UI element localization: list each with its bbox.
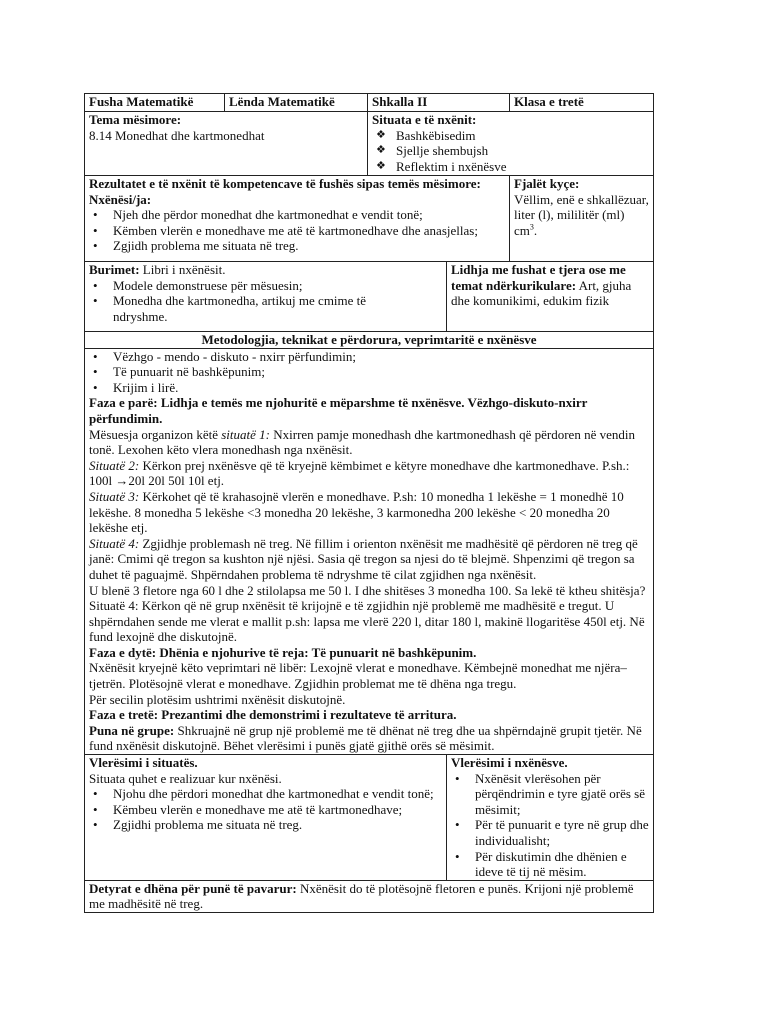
vleresimi-situates-cell [85, 755, 447, 881]
list-item: • Këmbeu vlerën e monedhave me atë të kartmonedhave; [89, 802, 442, 818]
list-item: • Për diskutimin dhe dhënien e ideve të tij në mësim. [451, 849, 649, 880]
shkalla-label: Shkalla II [372, 94, 428, 109]
list-item: • Krijim i lirë. [89, 380, 649, 396]
list-item: • Vëzhgo - mendo - diskuto - nxirr përfundimin; [89, 349, 649, 365]
shkalla-cell [368, 94, 510, 112]
list-item: • Njohu dhe përdori monedhat dhe kartmonedhat e vendit tonë; [89, 786, 442, 802]
metodologjia-body-cell [85, 348, 654, 754]
list-item: • Për të punuarit e tyre në grup dhe individualisht; [451, 817, 649, 848]
puna-paragraph: Puna në grupe: Shkruajnë në grup një problemë me të dhënat në treg dhe ua shpërndajnë grupit tjetër. Në fund nxënësit diskutojnë. Bëhet vlerësimi i punës gjatë gjithë orës së mësimit. [89, 722, 642, 754]
burimet-list [89, 278, 389, 325]
fusha-cell [85, 94, 225, 112]
klasa-label: Klasa e tretë [514, 94, 584, 109]
vleresimi-situates-text: Situata quhet e realizuar kur nxënësi. [89, 770, 282, 786]
rezultatet-cell [85, 176, 510, 262]
list-item: • Të punuarit në bashkëpunim; [89, 364, 649, 380]
lidhja-cell [447, 262, 654, 332]
detyrat-cell [85, 880, 654, 912]
lidhja-label: Lidhja me fushat e tjera ose me temat ndërkurikulare: [451, 262, 626, 293]
tema-value: 8.14 Monedhat dhe kartmonedhat [89, 127, 265, 143]
vleresimi-nxenesve-list [451, 771, 649, 880]
lidhja-text: Art, gjuha dhe komunikimi, edukim fizik [451, 277, 632, 309]
tema-label: Tema mësimore: [89, 112, 182, 127]
lenda-cell [225, 94, 368, 112]
tema-cell [85, 112, 368, 176]
list-item: • Monedha dhe kartmonedha, artikuj me cmime të ndryshme. [89, 293, 389, 324]
lenda-label: Lënda Matematikë [229, 94, 335, 109]
list-item: • Zgjidhi problema me situata në treg. [89, 817, 442, 833]
situata1-paragraph: Mësuesja organizon këtë situatë 1: Nxirren pamje monedhash dhe kartmonedhash që përdoren në vendin tonë. Lexohen këto vlera monedhash nga nxënësit. [89, 426, 635, 458]
burimet-label: Burimet: [89, 262, 140, 277]
situata4-paragraph: Situatë 4: Zgjidhje problemash në treg. Në fillim i orienton nxënësit me madhësitë që përdoren në treg që janë: Cmimi që tregon sa kushton një njësi. Sasia që tregon sa njesi do të blejmë. Shpenzimi që tregon sa duhet të paguajmë. Shpërndahen problema të ndryshme të cilat zgjidhen nga nxënësit. [89, 535, 638, 582]
list-item: • Nxënësit vlerësohen për përqëndrimin e tyre gjatë orës së mësimit; [451, 771, 649, 818]
situata-cell [368, 112, 654, 176]
situata-list [372, 128, 649, 175]
rezultatet-list [89, 207, 505, 254]
list-item: ❖ Bashkëbisedim [372, 128, 649, 144]
fjalet-label: Fjalët kyçe: [514, 176, 580, 191]
metodologjia-body-row [85, 348, 654, 754]
list-item: • Zgjidh problema me situata në treg. [89, 238, 505, 254]
vleresimi-situates-list [89, 786, 442, 833]
faza2-title: Faza e dytë: Dhënia e njohurive të reja: Të punuarit në bashkëpunim. [89, 644, 477, 660]
list-item: • Këmben vlerën e monedhave me atë të kartmonedhave dhe anasjellas; [89, 223, 505, 239]
list-item: ❖ Reflektim i nxënësve [372, 159, 649, 175]
faza3-title: Faza e tretë: Prezantimi dhe demonstrimi i rezultateve të arritura. [89, 707, 457, 723]
detyrat-text: Nxënësit do të plotësojnë fletoren e punës. Krijoni një problemë me madhësitë në treg. [89, 880, 634, 912]
situata4b-paragraph: Situatë 4: Kërkon që në grup nxënësit të krijojnë e të zgjidhin një problemë me madhësitë e tregut. U shpërndahen sende me vlerat e mallit p.sh: lapsa me vlerë 220 l, ditar 180 l, makinë llogaritëse 450l etj. Në fund lexojnë dhe diskutojnë. [89, 598, 645, 645]
rezultatet-title: Rezultatet e të nxënit të kompetencave të fushës sipas temës mësimore: [89, 176, 481, 191]
list-item: • Modele demonstruese për mësuesin; [89, 278, 389, 294]
detyrat-label: Detyrat e dhëna për punë të pavarur: [89, 880, 297, 896]
metodologjia-title-row [85, 332, 654, 349]
rezultatet-subtitle: Nxënësi/ja: [89, 191, 152, 207]
situata-label: Situata e të nxënit: [372, 112, 477, 127]
fjalet-cell [510, 176, 654, 262]
fusha-label: Fusha Matematikë [89, 94, 194, 109]
situata4-example: U blenë 3 fletore nga 60 l dhe 2 stilolapsa me 50 l. I dhe shitëses 3 monedha 100. Sa lekë të ktheu shitësja? [89, 582, 646, 598]
metodologjia-title-cell [85, 332, 654, 349]
lesson-plan-table [84, 93, 654, 913]
faza2-text: Nxënësit kryejnë këto veprimtari në libër: Lexojnë vlerat e monedhave. Këmbejnë monedhat me njëra–tjetrën. Plotësojnë vlerat e monedhave. Zgjidhin problemat me të dhëna nga tregu. [89, 660, 627, 692]
burimet-row [85, 262, 654, 332]
lesson-plan [84, 93, 653, 913]
tema-row [85, 112, 654, 176]
list-item: • Njeh dhe përdor monedhat dhe kartmonedhat e vendit tonë; [89, 207, 505, 223]
vleresimi-nxenesve-title: Vlerësimi i nxënësve. [451, 755, 568, 771]
situata3-paragraph: Situatë 3: Kërkohet që të krahasojnë vlerën e monedhave. P.sh: 10 monedha 1 lekëshe = 1 monedhë 10 lekëshe. 8 monedha 5 lekëshe <3 monedha 20 lekëshe, 3 karmonedha 200 lekëshe < 20 monedha 20 lekëshe etj. [89, 488, 624, 536]
burimet-text: Libri i nxënësit. [139, 262, 226, 277]
faza2-text2: Për secilin plotësim ushtrimi nxënësit diskutojnë. [89, 691, 346, 707]
vleresimi-row [85, 755, 654, 881]
header-row [85, 94, 654, 112]
list-item: ❖ Sjellje shembujsh [372, 143, 649, 159]
metodologjia-list [89, 349, 649, 396]
vleresimi-nxenesve-cell [447, 755, 654, 881]
situata2-paragraph: Situatë 2: Kërkon prej nxënësve që të kryejnë këmbimet e këtyre monedhave dhe kartmonedhave. P.sh.: 100l →20l 20l 50l 10l etj. [89, 457, 630, 489]
rezultatet-row [85, 176, 654, 262]
metodologjia-title: Metodologjia, teknikat e përdorura, veprimtaritë e nxënësve [201, 332, 537, 347]
faza1-title: Faza e parë: Lidhja e temës me njohuritë e mëparshme të nxënësve. Vëzhgo-diskuto-nxirr përfundimin. [89, 395, 588, 426]
burimet-cell [85, 262, 447, 332]
klasa-cell [510, 94, 654, 112]
fjalet-text: Vëllim, enë e shkallëzuar, liter (l), mililitër (ml) $cm^3$. [514, 191, 649, 238]
vleresimi-situates-title: Vlerësimi i situatës. [89, 755, 198, 771]
detyrat-row [85, 880, 654, 912]
